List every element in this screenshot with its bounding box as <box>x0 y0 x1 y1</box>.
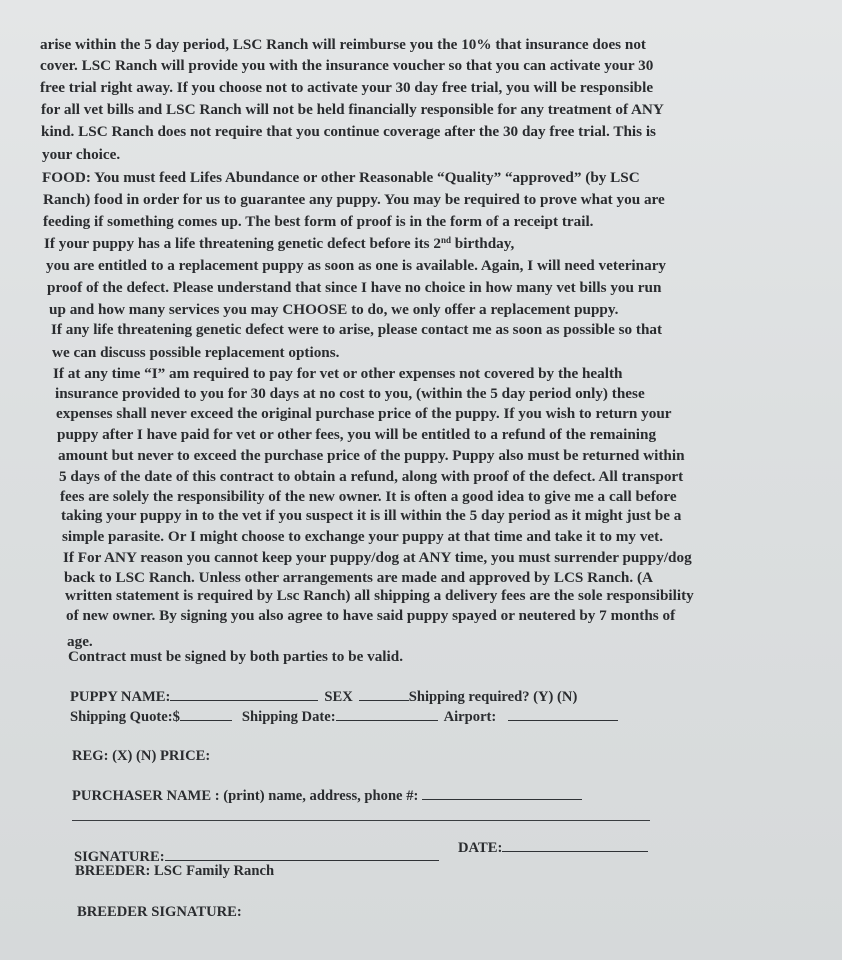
body-line: If at any time “I” am required to pay for vet or other expenses not covered by the health <box>53 365 623 382</box>
body-line: amount but never to exceed the purchase price of the puppy. Puppy also must be returned within <box>58 447 685 464</box>
body-line: kind. LSC Ranch does not require that you continue coverage after the 30 day free trial. This is <box>41 123 656 140</box>
body-line: expenses shall never exceed the original purchase price of the puppy. If you wish to return your <box>56 405 672 422</box>
body-line: insurance provided to you for 30 days at no cost to you, (within the 5 day period only) these <box>55 385 645 402</box>
signature-label: SIGNATURE: <box>74 849 165 865</box>
sex-label: SEX <box>324 689 353 705</box>
airport-label: Airport: <box>443 709 497 725</box>
breeder-signature-label: BREEDER SIGNATURE: <box>77 904 242 920</box>
birthday-clause: If your puppy has a life threatening genetic defect before its 2 <box>44 235 441 252</box>
puppy-row <box>70 687 577 706</box>
body-line: back to LSC Ranch. Unless other arrangements are made and approved by LCS Ranch. (A <box>64 569 653 586</box>
body-line: we can discuss possible replacement options. <box>52 344 340 361</box>
body-line: for all vet bills and LSC Ranch will not be held financially responsible for any treatment of ANY <box>41 101 664 118</box>
body-line: If For ANY reason you cannot keep your puppy/dog at ANY time, you must surrender puppy/dog <box>63 549 692 566</box>
reg-price-label: REG: (X) (N) PRICE: <box>72 748 211 764</box>
body-line: written statement is required by Lsc Ranch) all shipping a delivery fees are the sole responsibility <box>65 587 694 604</box>
body-line: taking your puppy in to the vet if you suspect it is ill within the 5 day period as it might just be a <box>61 507 682 524</box>
sex-field[interactable] <box>359 687 409 701</box>
airport-field[interactable] <box>508 707 618 721</box>
body-line: Contract must be signed by both parties to be valid. <box>68 648 403 665</box>
birthday-word: birthday, <box>450 235 515 252</box>
body-line: up and how many services you may CHOOSE to do, we only offer a replacement puppy. <box>49 301 619 318</box>
shipping-required-label: Shipping required? (Y) (N) <box>408 689 578 705</box>
puppy-name-field[interactable] <box>170 687 318 701</box>
shipping-row <box>70 707 618 726</box>
body-line: If any life threatening genetic defect were to arise, please contact me as soon as possible so that <box>51 321 663 338</box>
body-line: feeding if something comes up. The best form of proof is in the form of a receipt trail. <box>43 213 594 230</box>
ordinal-suffix: nd <box>440 235 451 245</box>
breeder-row <box>75 862 274 880</box>
body-line: proof of the defect. Please understand that since I have no choice in how many vet bills you run <box>47 279 662 296</box>
purchaser-row <box>72 786 582 805</box>
puppy-name-label: PUPPY NAME: <box>70 689 171 705</box>
signature-field[interactable] <box>165 847 439 861</box>
body-line: Ranch) food in order for us to guarantee any puppy. You may be required to prove what you are <box>43 191 665 208</box>
body-line: age. <box>67 633 93 650</box>
shipping-date-field[interactable] <box>336 707 438 721</box>
body-line: FOOD: You must feed Lifes Abundance or other Reasonable “Quality” “approved” (by LSC <box>42 169 640 186</box>
body-line: you are entitled to a replacement puppy as soon as one is available. Again, I will need veterinary <box>46 257 667 274</box>
breeder-signature-row <box>77 903 242 921</box>
breeder-label: BREEDER: LSC Family Ranch <box>75 863 275 879</box>
date-group <box>458 838 648 857</box>
body-line: arise within the 5 day period, LSC Ranch will reimburse you the 10% that insurance does not <box>40 36 646 53</box>
body-line: your choice. <box>42 146 121 163</box>
date-label: DATE: <box>458 840 503 856</box>
purchaser-second-line[interactable] <box>72 820 650 821</box>
date-field[interactable] <box>502 838 648 852</box>
body-line: free trial right away. If you choose not to activate your 30 day free trial, you will be responsible <box>40 79 654 96</box>
body-line <box>44 234 514 254</box>
shipping-date-label: Shipping Date: <box>241 709 336 725</box>
purchaser-label: PURCHASER NAME : (print) name, address, phone #: <box>72 788 419 804</box>
body-line: 5 days of the date of this contract to obtain a refund, along with proof of the defect. All transport <box>59 468 684 485</box>
shipping-quote-label: Shipping Quote:$ <box>70 709 180 725</box>
body-line: cover. LSC Ranch will provide you with the insurance voucher so that you can activate your 30 <box>40 57 654 74</box>
reg-price-row <box>72 747 210 765</box>
body-line: simple parasite. Or I might choose to exchange your puppy at that time and take it to my vet. <box>62 528 664 545</box>
purchaser-field[interactable] <box>422 786 582 800</box>
shipping-quote-field[interactable] <box>180 707 232 721</box>
body-line: fees are solely the responsibility of the new owner. It is often a good idea to give me a call before <box>60 488 677 505</box>
body-line: puppy after I have paid for vet or other fees, you will be entitled to a refund of the remaining <box>57 426 657 443</box>
body-line: of new owner. By signing you also agree to have said puppy spayed or neutered by 7 months of <box>66 607 676 624</box>
